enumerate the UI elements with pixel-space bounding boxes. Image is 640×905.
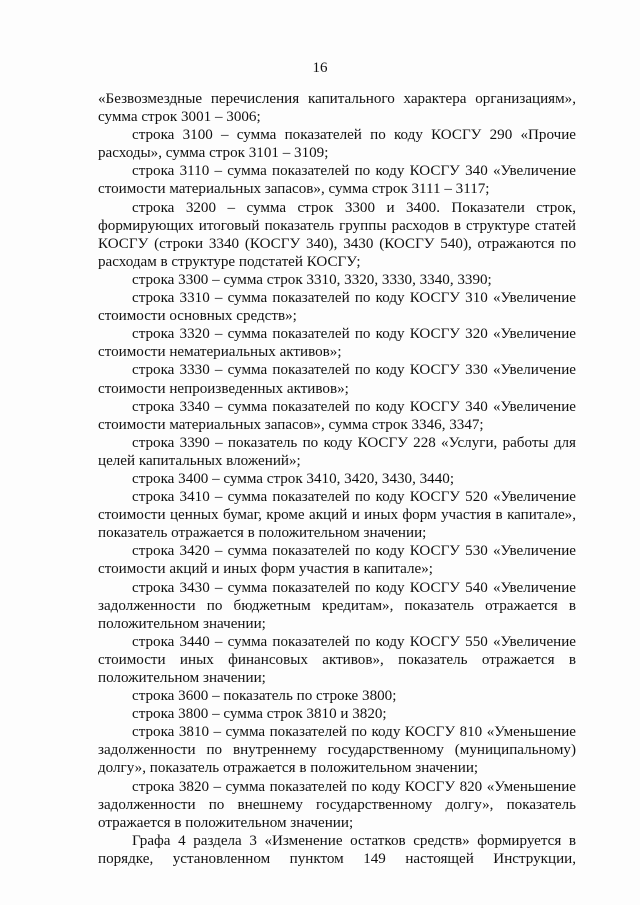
paragraph: «Безвозмездные перечисления капитального характера организациям», сумма строк 3001 – 3006; bbox=[98, 91, 576, 126]
paragraph: строка 3810 – сумма показателей по коду КОСГУ 810 «Уменьшение задолженности по внутреннему государственному (муниципальному) долгу», показатель отражается в положительном значении; bbox=[98, 724, 576, 777]
paragraph: строка 3400 – сумма строк 3410, 3420, 3430, 3440; bbox=[132, 470, 455, 487]
paragraph: строка 3330 – сумма показателей по коду КОСГУ 330 «Увеличение стоимости непроизведенных активов»; bbox=[98, 362, 576, 397]
paragraph: строка 3800 – сумма строк 3810 и 3820; bbox=[132, 706, 387, 723]
document-body bbox=[98, 90, 576, 868]
paragraph: строка 3600 – показатель по строке 3800; bbox=[132, 688, 397, 705]
paragraph: строка 3440 – сумма показателей по коду КОСГУ 550 «Увеличение стоимости иных финансовых активов», показатель отражается в положительном значении; bbox=[98, 633, 576, 686]
paragraph: строка 3310 – сумма показателей по коду КОСГУ 310 «Увеличение стоимости основных средств»; bbox=[98, 290, 576, 325]
paragraph: строка 3100 – сумма показателей по коду КОСГУ 290 «Прочие расходы», сумма строк 3101 – 3109; bbox=[98, 127, 576, 162]
paragraph: строка 3820 – сумма показателей по коду КОСГУ 820 «Уменьшение задолженности по внешнему государственному долгу», показатель отражается в положительном значении; bbox=[98, 778, 576, 831]
paragraph: строка 3300 – сумма строк 3310, 3320, 3330, 3340, 3390; bbox=[132, 271, 492, 288]
paragraph: строка 3390 – показатель по коду КОСГУ 228 «Услуги, работы для целей капитальных вложений»; bbox=[98, 434, 576, 469]
page-number: 16 bbox=[312, 60, 328, 76]
paragraph: строка 3200 – сумма строк 3300 и 3400. Показатели строк, формирующих итоговый показатель группы расходов в структуре статей КОСГУ (строки 3340 (КОСГУ 340), 3430 (КОСГУ 540), отражаются по расходам в структуре подстатей КОСГУ; bbox=[98, 199, 576, 270]
paragraph: строка 3320 – сумма показателей по коду КОСГУ 320 «Увеличение стоимости нематериальных активов»; bbox=[98, 326, 576, 361]
paragraph: строка 3110 – сумма показателей по коду КОСГУ 340 «Увеличение стоимости материальных запасов», сумма строк 3111 – 3117; bbox=[98, 163, 576, 198]
paragraph: Графа 4 раздела 3 «Изменение остатков средств» формируется в порядке, установленном пунктом 149 настоящей Инструкции, bbox=[98, 832, 576, 867]
paragraph: строка 3340 – сумма показателей по коду КОСГУ 340 «Увеличение стоимости материальных запасов», сумма строк 3346, 3347; bbox=[98, 398, 576, 433]
paragraph: строка 3420 – сумма показателей по коду КОСГУ 530 «Увеличение стоимости акций и иных форм участия в капитале»; bbox=[98, 543, 576, 578]
paragraph: строка 3430 – сумма показателей по коду КОСГУ 540 «Увеличение задолженности по бюджетным кредитам», показатель отражается в положительном значении; bbox=[98, 579, 576, 632]
paragraph: строка 3410 – сумма показателей по коду КОСГУ 520 «Увеличение стоимости ценных бумаг, кроме акций и иных форм участия в капитале», показатель отражается в положительном значении; bbox=[98, 489, 576, 542]
